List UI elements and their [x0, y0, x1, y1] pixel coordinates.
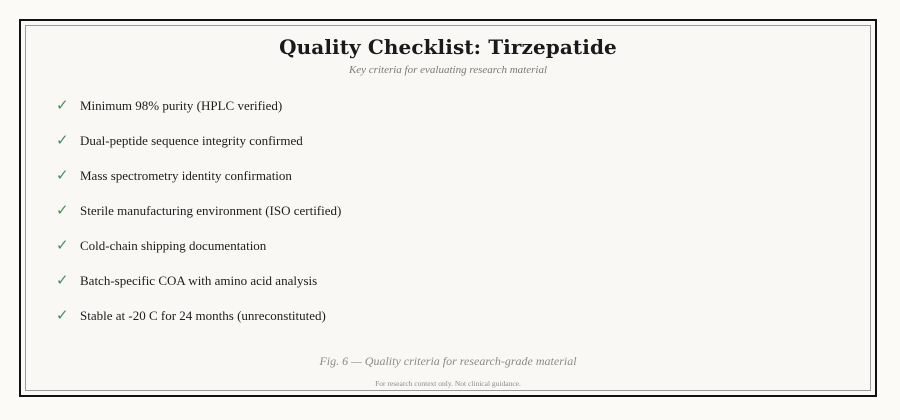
check-icon: ✓	[56, 236, 69, 254]
check-icon: ✓	[56, 271, 69, 289]
checklist-item	[56, 307, 341, 342]
checklist-item-text: Dual-peptide sequence integrity confirmed	[80, 133, 303, 148]
document-title: Quality Checklist: Tirzepatide	[279, 35, 617, 59]
checklist-item-text: Mass spectrometry identity confirmation	[80, 168, 292, 183]
checklist-item-text: Sterile manufacturing environment (ISO certified)	[80, 203, 342, 218]
checklist-item	[56, 237, 341, 272]
checklist-item-text: Minimum 98% purity (HPLC verified)	[80, 98, 283, 113]
check-icon: ✓	[56, 201, 69, 219]
check-icon: ✓	[56, 306, 69, 324]
checklist-item	[56, 167, 341, 202]
checklist-item-text: Batch-specific COA with amino acid analysis	[80, 273, 318, 288]
check-icon: ✓	[56, 96, 69, 114]
disclaimer-note: For research context only. Not clinical guidance.	[375, 379, 521, 388]
quality-checklist	[56, 97, 341, 342]
checklist-item	[56, 272, 341, 307]
checklist-item-text: Stable at -20 C for 24 months (unreconstituted)	[80, 308, 326, 323]
check-icon: ✓	[56, 131, 69, 149]
document-frame	[19, 19, 877, 397]
document-subtitle: Key criteria for evaluating research material	[348, 64, 548, 76]
figure-caption: Fig. 6 — Quality criteria for research-grade material	[319, 354, 577, 368]
check-icon: ✓	[56, 166, 69, 184]
checklist-item-text: Cold-chain shipping documentation	[80, 238, 267, 253]
checklist-item	[56, 97, 341, 132]
checklist-item	[56, 202, 341, 237]
checklist-item	[56, 132, 341, 167]
